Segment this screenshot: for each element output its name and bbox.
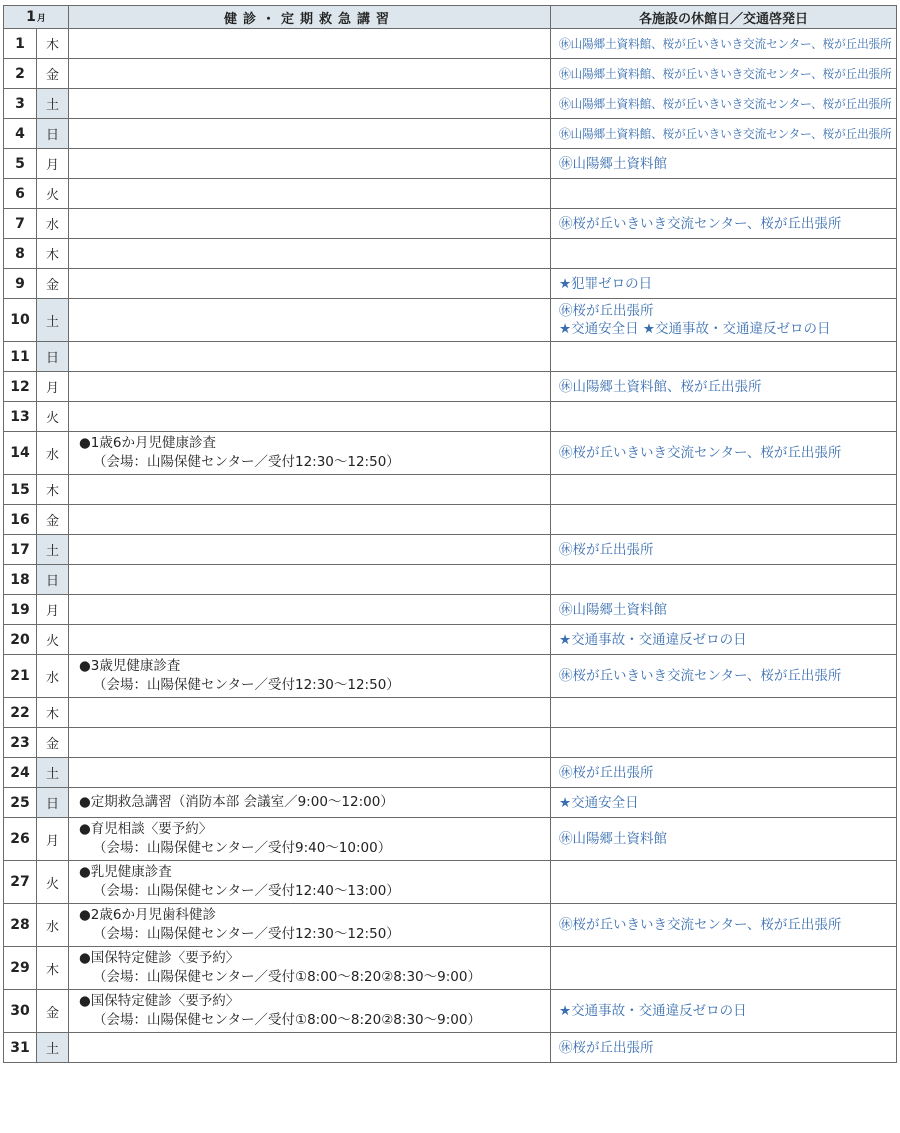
events-cell — [69, 535, 551, 565]
day-number: 5 — [4, 149, 37, 179]
traffic-awareness-note: ★交通安全日 ★交通事故・交通違反ゼロの日 — [559, 321, 831, 337]
event-title: ●3歳児健康診査 — [79, 658, 181, 674]
weekday-label: 月 — [37, 372, 69, 402]
table-row — [4, 149, 897, 179]
event-detail: （会場：山陽保健センター／受付12:40～13:00） — [93, 883, 400, 899]
event-detail: （会場：山陽保健センター／受付12:30～12:50） — [93, 926, 400, 942]
day-number: 25 — [4, 788, 37, 818]
closures-cell — [551, 698, 897, 728]
event-detail: （会場：山陽保健センター／受付12:30～12:50） — [93, 454, 400, 470]
facility-closure-note: ㊡桜が丘出張所 — [559, 764, 654, 781]
closures-cell — [551, 119, 897, 149]
events-cell — [69, 698, 551, 728]
header-row — [4, 6, 897, 29]
weekday-label: 火 — [37, 861, 69, 904]
closures-cell — [551, 342, 897, 372]
events-cell — [69, 788, 551, 818]
table-row — [4, 595, 897, 625]
weekday-label: 金 — [37, 505, 69, 535]
events-cell — [69, 565, 551, 595]
table-row — [4, 505, 897, 535]
day-number: 15 — [4, 475, 37, 505]
facility-closure-note: ㊡桜が丘いきいき交流センター、桜が丘出張所 — [559, 445, 842, 461]
events-cell — [69, 990, 551, 1033]
table-row — [4, 625, 897, 655]
table-row — [4, 209, 897, 239]
weekday-label: 土 — [37, 535, 69, 565]
weekday-label: 土 — [37, 758, 69, 788]
table-row — [4, 990, 897, 1033]
facility-closure-note: ㊡桜が丘出張所 — [559, 541, 654, 558]
day-number: 4 — [4, 119, 37, 149]
weekday-label: 土 — [37, 1033, 69, 1063]
weekday-label: 金 — [37, 269, 69, 299]
events-cell — [69, 904, 551, 947]
weekday-label: 土 — [37, 299, 69, 342]
events-cell — [69, 239, 551, 269]
closures-cell — [551, 990, 897, 1033]
weekday-label: 月 — [37, 818, 69, 861]
table-row — [4, 565, 897, 595]
table-row — [4, 432, 897, 475]
traffic-awareness-note: ★交通事故・交通違反ゼロの日 — [559, 1003, 747, 1019]
schedule-body — [4, 29, 897, 1063]
closures-cell — [551, 179, 897, 209]
day-number: 20 — [4, 625, 37, 655]
events-cell — [69, 29, 551, 59]
table-row — [4, 342, 897, 372]
table-row — [4, 269, 897, 299]
day-number: 31 — [4, 1033, 37, 1063]
closures-cell — [551, 904, 897, 947]
event-title: ●1歳6か月児健康診査 — [79, 435, 216, 451]
facility-closure-note: ㊡桜が丘いきいき交流センター、桜が丘出張所 — [559, 917, 842, 933]
traffic-awareness-note: ★犯罪ゼロの日 — [559, 275, 653, 292]
facility-closure-note: ㊡桜が丘出張所 — [559, 1039, 654, 1056]
month-number: 1 — [26, 9, 36, 25]
events-cell — [69, 728, 551, 758]
day-number: 24 — [4, 758, 37, 788]
facility-closure-note: ㊡桜が丘いきいき交流センター、桜が丘出張所 — [559, 215, 842, 232]
facility-closure-note: ㊡山陽郷土資料館、桜が丘いきいき交流センター、桜が丘出張所 — [559, 96, 892, 111]
facility-closure-note: ㊡桜が丘いきいき交流センター、桜が丘出張所 — [559, 668, 842, 684]
events-column-header: 健診・定期救急講習 — [69, 6, 551, 29]
facility-closure-note: ㊡山陽郷土資料館 — [559, 155, 668, 172]
events-cell — [69, 149, 551, 179]
table-row — [4, 119, 897, 149]
table-row — [4, 698, 897, 728]
table-row — [4, 29, 897, 59]
day-number: 6 — [4, 179, 37, 209]
event-title: ●育児相談〈要予約〉 — [79, 821, 213, 837]
table-row — [4, 402, 897, 432]
events-cell — [69, 209, 551, 239]
weekday-label: 日 — [37, 119, 69, 149]
events-cell — [69, 595, 551, 625]
events-cell — [69, 475, 551, 505]
day-number: 1 — [4, 29, 37, 59]
table-row — [4, 372, 897, 402]
traffic-awareness-note: ★交通事故・交通違反ゼロの日 — [559, 631, 747, 648]
traffic-awareness-note: ★交通安全日 — [559, 794, 639, 811]
day-number: 22 — [4, 698, 37, 728]
closures-cell — [551, 1033, 897, 1063]
closures-cell — [551, 565, 897, 595]
closures-cell — [551, 505, 897, 535]
events-cell — [69, 758, 551, 788]
closures-cell — [551, 432, 897, 475]
facility-closure-note: ㊡山陽郷土資料館、桜が丘いきいき交流センター、桜が丘出張所 — [559, 66, 892, 81]
weekday-label: 木 — [37, 239, 69, 269]
closures-cell — [551, 728, 897, 758]
weekday-label: 木 — [37, 698, 69, 728]
weekday-label: 木 — [37, 475, 69, 505]
weekday-label: 金 — [37, 990, 69, 1033]
day-number: 17 — [4, 535, 37, 565]
event-detail: （会場：山陽保健センター／受付①8:00～8:20②8:30～9:00） — [93, 969, 481, 985]
events-cell — [69, 269, 551, 299]
weekday-label: 木 — [37, 29, 69, 59]
events-cell — [69, 505, 551, 535]
table-row — [4, 758, 897, 788]
weekday-label: 火 — [37, 402, 69, 432]
events-cell — [69, 89, 551, 119]
closures-cell — [551, 402, 897, 432]
day-number: 16 — [4, 505, 37, 535]
day-number: 9 — [4, 269, 37, 299]
events-cell — [69, 655, 551, 698]
day-number: 26 — [4, 818, 37, 861]
facility-closure-note: ㊡桜が丘出張所 — [559, 303, 654, 319]
events-cell — [69, 947, 551, 990]
day-number: 18 — [4, 565, 37, 595]
event-title: ●国保特定健診〈要予約〉 — [79, 950, 240, 966]
table-row — [4, 818, 897, 861]
weekday-label: 日 — [37, 788, 69, 818]
events-cell — [69, 119, 551, 149]
table-row — [4, 535, 897, 565]
table-row — [4, 788, 897, 818]
table-row — [4, 59, 897, 89]
table-row — [4, 728, 897, 758]
facility-closure-note: ㊡山陽郷土資料館 — [559, 601, 668, 618]
day-number: 12 — [4, 372, 37, 402]
table-row — [4, 475, 897, 505]
events-cell — [69, 625, 551, 655]
day-number: 13 — [4, 402, 37, 432]
event-detail: （会場：山陽保健センター／受付①8:00～8:20②8:30～9:00） — [93, 1012, 481, 1028]
table-row — [4, 1033, 897, 1063]
closures-cell — [551, 89, 897, 119]
day-number: 3 — [4, 89, 37, 119]
closures-cell — [551, 299, 897, 342]
closures-column-header: 各施設の休館日／交通啓発日 — [551, 6, 897, 29]
weekday-label: 日 — [37, 565, 69, 595]
closures-cell — [551, 535, 897, 565]
closures-cell — [551, 655, 897, 698]
schedule-table — [3, 5, 897, 1063]
weekday-label: 日 — [37, 342, 69, 372]
closures-cell — [551, 625, 897, 655]
events-cell — [69, 342, 551, 372]
closures-cell — [551, 758, 897, 788]
event-title: ●2歳6か月児歯科健診 — [79, 907, 216, 923]
events-cell — [69, 59, 551, 89]
events-cell — [69, 432, 551, 475]
weekday-label: 水 — [37, 655, 69, 698]
event-detail: （会場：山陽保健センター／受付12:30～12:50） — [93, 677, 400, 693]
day-number: 27 — [4, 861, 37, 904]
weekday-label: 金 — [37, 728, 69, 758]
day-number: 29 — [4, 947, 37, 990]
table-row — [4, 179, 897, 209]
events-cell — [69, 372, 551, 402]
weekday-label: 金 — [37, 59, 69, 89]
day-number: 11 — [4, 342, 37, 372]
closures-cell — [551, 595, 897, 625]
closures-cell — [551, 788, 897, 818]
day-number: 2 — [4, 59, 37, 89]
closures-cell — [551, 209, 897, 239]
weekday-label: 水 — [37, 432, 69, 475]
events-cell — [69, 179, 551, 209]
weekday-label: 水 — [37, 209, 69, 239]
event-title: ●定期救急講習（消防本部 会議室／9:00～12:00） — [79, 794, 394, 810]
events-cell — [69, 818, 551, 861]
table-row — [4, 947, 897, 990]
closures-cell — [551, 149, 897, 179]
day-number: 8 — [4, 239, 37, 269]
facility-closure-note: ㊡山陽郷土資料館、桜が丘いきいき交流センター、桜が丘出張所 — [559, 126, 892, 141]
table-row — [4, 904, 897, 947]
closures-cell — [551, 947, 897, 990]
facility-closure-note: ㊡山陽郷土資料館、桜が丘出張所 — [559, 378, 762, 395]
events-cell — [69, 299, 551, 342]
weekday-label: 水 — [37, 904, 69, 947]
day-number: 28 — [4, 904, 37, 947]
events-cell — [69, 861, 551, 904]
closures-cell — [551, 29, 897, 59]
table-row — [4, 89, 897, 119]
facility-closure-note: ㊡山陽郷土資料館 — [559, 831, 668, 847]
table-row — [4, 861, 897, 904]
day-number: 14 — [4, 432, 37, 475]
table-row — [4, 299, 897, 342]
event-title: ●乳児健康診査 — [79, 864, 172, 880]
weekday-label: 土 — [37, 89, 69, 119]
events-cell — [69, 1033, 551, 1063]
events-cell — [69, 402, 551, 432]
closures-cell — [551, 269, 897, 299]
closures-cell — [551, 59, 897, 89]
day-number: 30 — [4, 990, 37, 1033]
closures-cell — [551, 818, 897, 861]
closures-cell — [551, 372, 897, 402]
table-row — [4, 655, 897, 698]
weekday-label: 火 — [37, 179, 69, 209]
day-number: 23 — [4, 728, 37, 758]
closures-cell — [551, 861, 897, 904]
month-unit: 月 — [36, 14, 46, 24]
day-number: 21 — [4, 655, 37, 698]
facility-closure-note: ㊡山陽郷土資料館、桜が丘いきいき交流センター、桜が丘出張所 — [559, 36, 892, 51]
weekday-label: 木 — [37, 947, 69, 990]
event-detail: （会場：山陽保健センター／受付9:40～10:00） — [93, 840, 392, 856]
weekday-label: 月 — [37, 595, 69, 625]
closures-cell — [551, 475, 897, 505]
weekday-label: 月 — [37, 149, 69, 179]
table-row — [4, 239, 897, 269]
event-title: ●国保特定健診〈要予約〉 — [79, 993, 240, 1009]
month-header — [4, 6, 69, 29]
day-number: 7 — [4, 209, 37, 239]
day-number: 10 — [4, 299, 37, 342]
day-number: 19 — [4, 595, 37, 625]
weekday-label: 火 — [37, 625, 69, 655]
closures-cell — [551, 239, 897, 269]
